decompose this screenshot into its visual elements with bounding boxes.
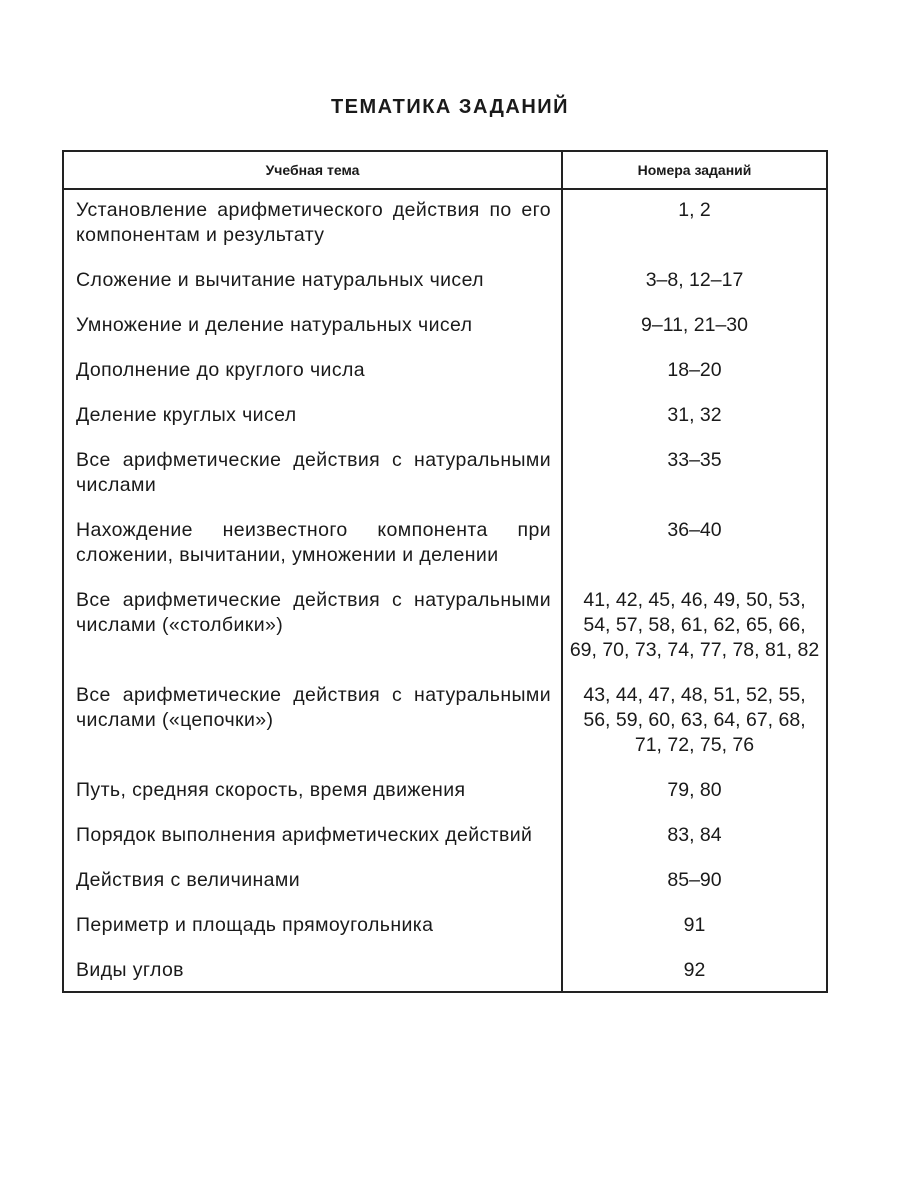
topic-text: Порядок выполнения арифметических действий — [76, 824, 533, 846]
table-row — [63, 510, 827, 580]
topic-cell — [63, 395, 562, 440]
task-numbers-text: 41, 42, 45, 46, 49, 50, 53, 54, 57, 58, 61, 62, 65, 66, 69, 70, 73, 74, 77, 78, 81, 82 — [569, 589, 820, 661]
table-row — [63, 950, 827, 992]
task-numbers-text: 33–35 — [667, 449, 722, 471]
topic-cell — [63, 770, 562, 815]
table-row — [63, 905, 827, 950]
topic-text: Деление круглых чисел — [76, 404, 297, 426]
task-numbers-text: 92 — [683, 959, 706, 981]
topic-cell — [63, 305, 562, 350]
topic-text: Периметр и площадь прямоугольника — [76, 914, 434, 936]
topic-text: Установление арифметического действия по его компонентам и результату — [76, 199, 551, 246]
table-row — [63, 815, 827, 860]
table-body — [63, 189, 827, 992]
topic-text: Все арифметические действия с натуральными числами («цепочки») — [76, 684, 551, 731]
task-numbers-cell — [562, 770, 827, 815]
topic-cell — [63, 440, 562, 510]
task-numbers-text: 83, 84 — [667, 824, 722, 846]
topic-text: Виды углов — [76, 959, 184, 981]
topics-table — [62, 150, 828, 993]
table-row — [63, 189, 827, 260]
task-numbers-text: 1, 2 — [678, 199, 711, 221]
task-numbers-cell — [562, 950, 827, 992]
page-title: ТЕМАТИКА ЗАДАНИЙ — [330, 96, 570, 118]
topic-cell — [63, 860, 562, 905]
topic-cell — [63, 815, 562, 860]
task-numbers-text: 3–8, 12–17 — [645, 269, 744, 291]
task-numbers-text: 36–40 — [667, 519, 722, 541]
topic-text: Все арифметические действия с натуральными числами («столбики») — [76, 589, 551, 636]
task-numbers-cell — [562, 350, 827, 395]
task-numbers-cell — [562, 815, 827, 860]
task-numbers-cell — [562, 905, 827, 950]
task-numbers-cell — [562, 260, 827, 305]
topic-cell — [63, 510, 562, 580]
table-row — [63, 580, 827, 675]
table-row — [63, 770, 827, 815]
table-row — [63, 395, 827, 440]
task-numbers-text: 85–90 — [667, 869, 722, 891]
topic-text: Действия с величинами — [76, 869, 300, 891]
task-numbers-cell — [562, 860, 827, 905]
table-row — [63, 260, 827, 305]
task-numbers-cell — [562, 675, 827, 770]
task-numbers-text: 9–11, 21–30 — [641, 314, 748, 336]
topic-text: Все арифметические действия с натуральными числами — [76, 449, 551, 496]
topic-cell — [63, 189, 562, 260]
task-numbers-cell — [562, 395, 827, 440]
table-row — [63, 675, 827, 770]
table-row — [63, 440, 827, 510]
table-row — [63, 860, 827, 905]
topic-cell — [63, 950, 562, 992]
topic-text: Нахождение неизвестного компонента при сложении, вычитании, умножении и делении — [76, 519, 551, 566]
table-row — [63, 350, 827, 395]
topic-cell — [63, 905, 562, 950]
topic-cell — [63, 675, 562, 770]
topic-text: Путь, средняя скорость, время движения — [76, 779, 466, 801]
header-topic: Учебная тема — [63, 151, 562, 189]
task-numbers-cell — [562, 580, 827, 675]
topic-cell — [63, 580, 562, 675]
task-numbers-text: 79, 80 — [667, 779, 722, 801]
topic-cell — [63, 260, 562, 305]
task-numbers-cell — [562, 305, 827, 350]
task-numbers-cell — [562, 440, 827, 510]
table-row — [63, 305, 827, 350]
task-numbers-text: 18–20 — [667, 359, 722, 381]
task-numbers-text: 31, 32 — [667, 404, 722, 426]
task-numbers-cell — [562, 189, 827, 260]
header-task-numbers: Номера заданий — [562, 151, 827, 189]
task-numbers-text: 91 — [683, 914, 706, 936]
table-header-row — [63, 151, 827, 189]
topic-text: Дополнение до круглого числа — [76, 359, 366, 381]
topic-text: Сложение и вычитание натуральных чисел — [76, 269, 484, 291]
task-numbers-cell — [562, 510, 827, 580]
topic-cell — [63, 350, 562, 395]
topic-text: Умножение и деление натуральных чисел — [76, 314, 473, 336]
task-numbers-text: 43, 44, 47, 48, 51, 52, 55, 56, 59, 60, 63, 64, 67, 68, 71, 72, 75, 76 — [583, 684, 806, 756]
